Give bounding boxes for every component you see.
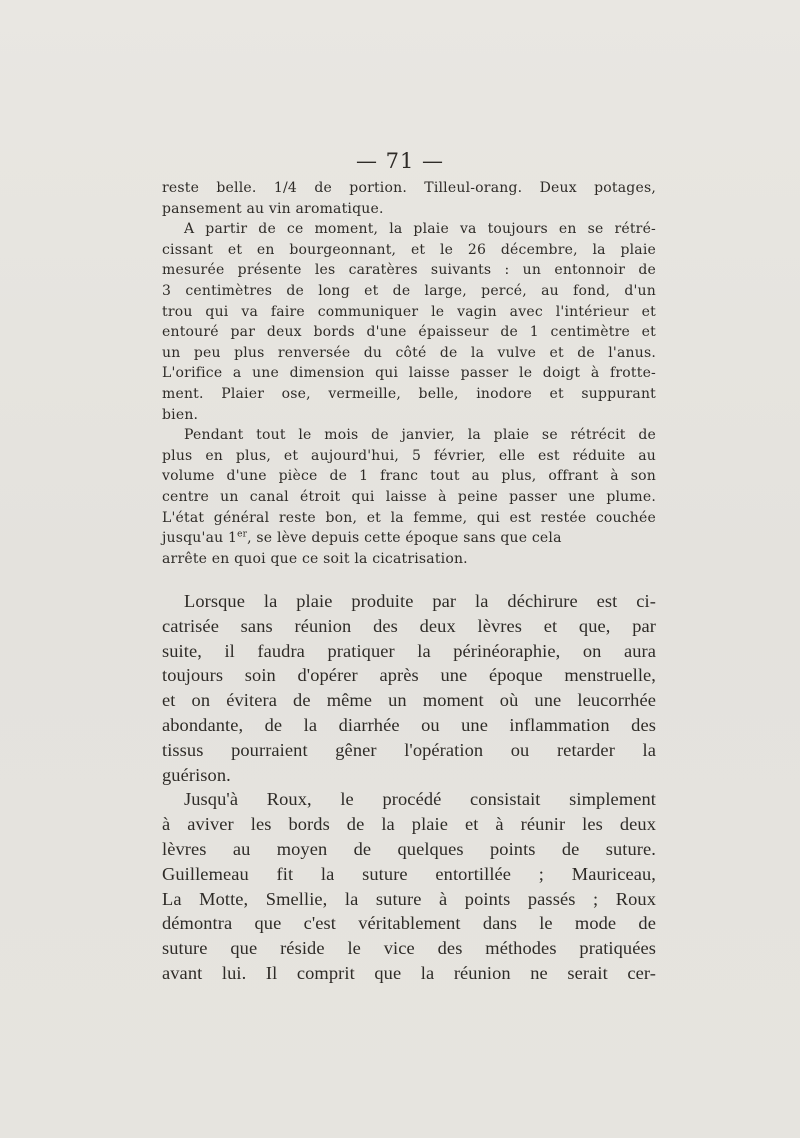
text-line: arrête en quoi que ce soit la cicatrisation.	[162, 550, 468, 567]
text-line: suture que réside le vice des méthodes pratiquées	[162, 938, 656, 959]
text-line: reste belle. 1/4 de portion. Tilleul-orang. Deux potages,	[162, 180, 656, 196]
page-number: — 71 —	[355, 149, 445, 173]
text-line: volume d'une pièce de 1 franc tout au plus, offrant à son	[162, 468, 656, 485]
text-fragment: jusqu'au 1	[162, 530, 238, 547]
text-line: tissus pourraient gêner l'opération ou retarder la	[162, 739, 656, 760]
text-line: avant lui. Il comprit que la réunion ne serait cer-	[162, 962, 656, 983]
text-line: mesurée présente les caratères suivants : un entonnoir de	[162, 262, 656, 279]
text-line: pansement au vin aromatique.	[162, 200, 384, 217]
text-line: 3 centimètres de long et de large, percé, au fond, d'un	[162, 282, 656, 299]
text-line: bien.	[162, 406, 199, 423]
text-line: centre un canal étroit qui laisse à peine passer une plume.	[162, 488, 656, 505]
observation-text	[162, 178, 656, 569]
text-line: toujours soin d'opérer après une époque menstruelle,	[162, 665, 656, 686]
text-line: guérison.	[162, 764, 231, 785]
text-line: L'orifice a une dimension qui laisse passer le doigt à frotte-	[162, 365, 656, 382]
text-line: cissant et en bourgeonnant, et le 26 décembre, la plaie	[162, 241, 656, 258]
text-line: et on évitera de même un moment où une leucorrhée	[162, 690, 656, 711]
text-line: Jusqu'à Roux, le procédé consistait simplement	[184, 789, 656, 810]
text-line: démontra que c'est véritablement dans le mode de	[162, 913, 656, 934]
main-text	[162, 589, 656, 986]
text-line: à aviver les bords de la plaie et à réunir les deux	[162, 814, 656, 835]
text-line: Guillemeau fit la suture entortillée ; Mauriceau,	[162, 863, 656, 884]
text-line: Pendant tout le mois de janvier, la plaie se rétrécit de	[184, 427, 656, 444]
text-line: Lorsque la plaie produite par la déchirure est ci-	[184, 591, 656, 611]
text-line: entouré par deux bords d'une épaisseur de 1 centimètre et	[162, 324, 656, 341]
text-line: L'état général reste bon, et la femme, qui est restée couchée	[162, 509, 656, 526]
text-line: ment. Plaier ose, vermeille, belle, inodore et suppurant	[162, 385, 656, 402]
text-line: catrisée sans réunion des deux lèvres et que, par	[162, 615, 656, 636]
text-line: un peu plus renversée du côté de la vulve et de l'anus.	[162, 344, 656, 361]
text-line: La Motte, Smellie, la suture à points passés ; Roux	[162, 888, 656, 909]
text-fragment: , se lève depuis cette époque sans que cela	[247, 530, 562, 547]
text-line: plus en plus, et aujourd'hui, 5 février, elle est réduite au	[162, 447, 656, 464]
text-line: abondante, de la diarrhée ou une inflammation des	[162, 714, 656, 735]
text-line: lèvres au moyen de quelques points de suture.	[162, 838, 656, 859]
text-line: A partir de ce moment, la plaie va toujours en se rétré-	[184, 221, 656, 238]
superscript: er	[237, 529, 248, 540]
text-line	[162, 528, 656, 549]
text-line: suite, il faudra pratiquer la périnéoraphie, on aura	[162, 640, 656, 661]
text-line: trou qui va faire communiquer le vagin avec l'intérieur et	[162, 303, 656, 320]
